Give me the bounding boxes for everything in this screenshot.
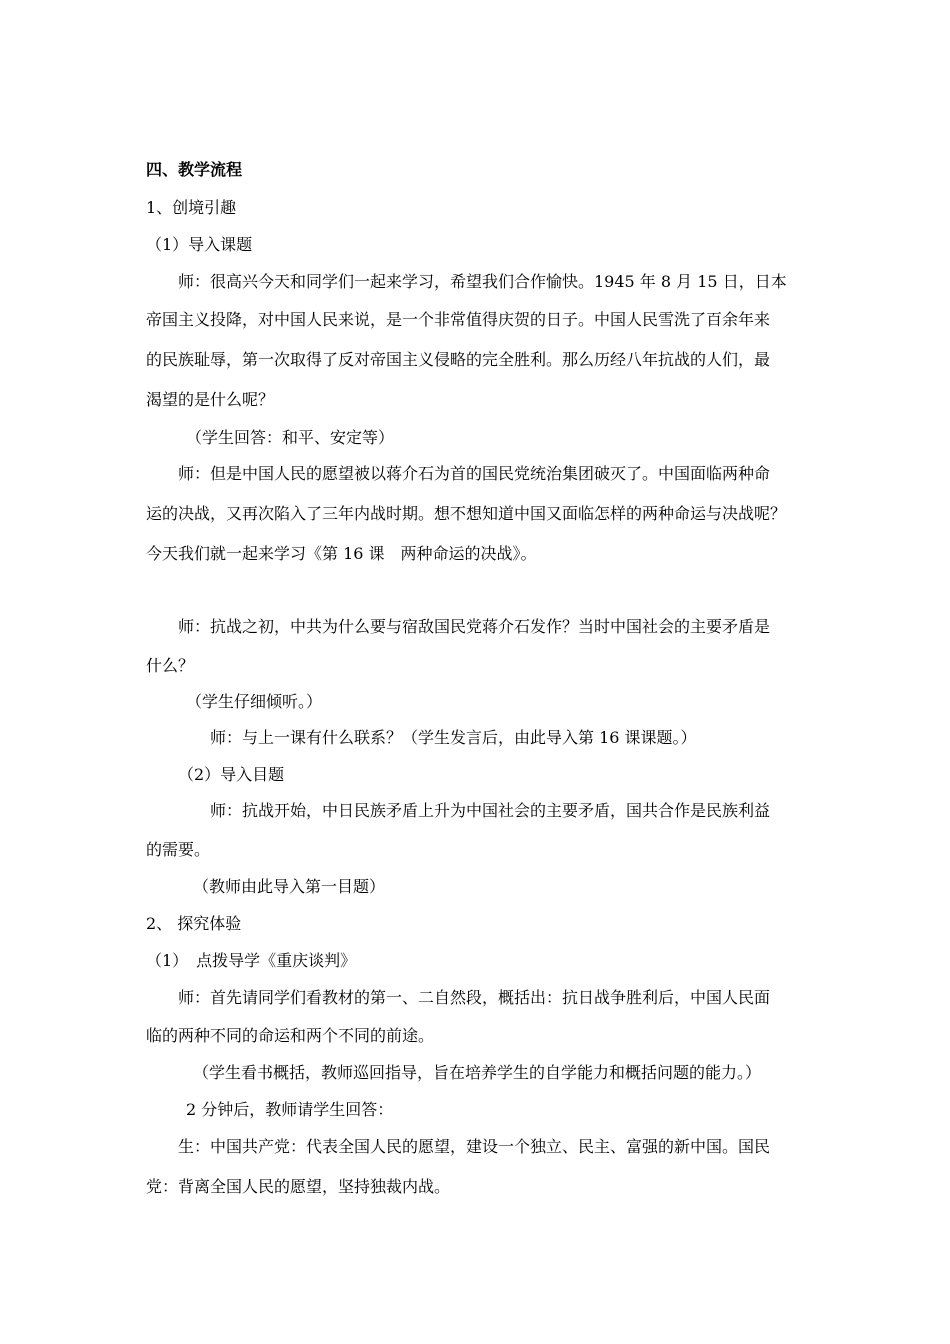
para2-line: 今天我们就一起来学习《第 16 课 两种命运的决战》。	[146, 544, 537, 563]
teacher-link-line: 师：与上一课有什么联系？（学生发言后，由此导入第 16 课课题。）	[210, 728, 697, 747]
para1-line: 帝国主义投降，对中国人民来说，是一个非常值得庆贺的日子。中国人民雪洗了百余年来	[146, 310, 771, 329]
sub2-title: （2）导入目题	[178, 765, 285, 784]
section-heading: 四、教学流程	[146, 160, 243, 179]
student-answer: （学生回答：和平、安定等）	[186, 428, 395, 447]
para4-line: 的需要。	[146, 840, 211, 859]
para5-line: 临的两种不同的命运和两个不同的前途。	[146, 1026, 435, 1045]
para4-line: 师：抗战开始，中日民族矛盾上升为中国社会的主要矛盾，国共合作是民族利益	[210, 801, 771, 820]
para3-line: 什么？	[146, 656, 195, 675]
sub3-title: （1） 点拨导学《重庆谈判》	[146, 951, 357, 970]
teacher-intro-note: （教师由此导入第一目题）	[193, 877, 386, 896]
part2-title: 2、 探究体验	[146, 914, 242, 933]
para2-line: 运的决战，又再次陷入了三年内战时期。想不想知道中国又面临怎样的两种命运与决战呢？	[146, 504, 787, 523]
two-minutes-line: 2 分钟后，教师请学生回答：	[186, 1100, 394, 1119]
student-listen-note: （学生仔细倾听。）	[186, 692, 323, 711]
para1-line: 的民族耻辱，第一次取得了反对帝国主义侵略的完全胜利。那么历经八年抗战的人们，最	[146, 350, 771, 369]
student-read-note: （学生看书概括，教师巡回指导，旨在培养学生的自学能力和概括问题的能力。）	[193, 1063, 762, 1082]
para6-line: 生：中国共产党：代表全国人民的愿望，建设一个独立、民主、富强的新中国。国民	[178, 1137, 771, 1156]
para3-line: 师：抗战之初，中共为什么要与宿敌国民党蒋介石发作？当时中国社会的主要矛盾是	[178, 617, 771, 636]
para1-line: 渴望的是什么呢？	[146, 390, 275, 409]
part1-title: 1、创境引趣	[146, 198, 237, 217]
para6-line: 党：背离全国人民的愿望，坚持独裁内战。	[146, 1177, 451, 1196]
para5-line: 师：首先请同学们看教材的第一、二自然段，概括出：抗日战争胜利后，中国人民面	[178, 988, 771, 1007]
sub1-title: （1）导入课题	[146, 235, 253, 254]
para1-line: 师：很高兴今天和同学们一起来学习，希望我们合作愉快。1945 年 8 月 15 日，日本	[178, 272, 787, 291]
para2-line: 师：但是中国人民的愿望被以蒋介石为首的国民党统治集团破灭了。中国面临两种命	[178, 464, 771, 483]
